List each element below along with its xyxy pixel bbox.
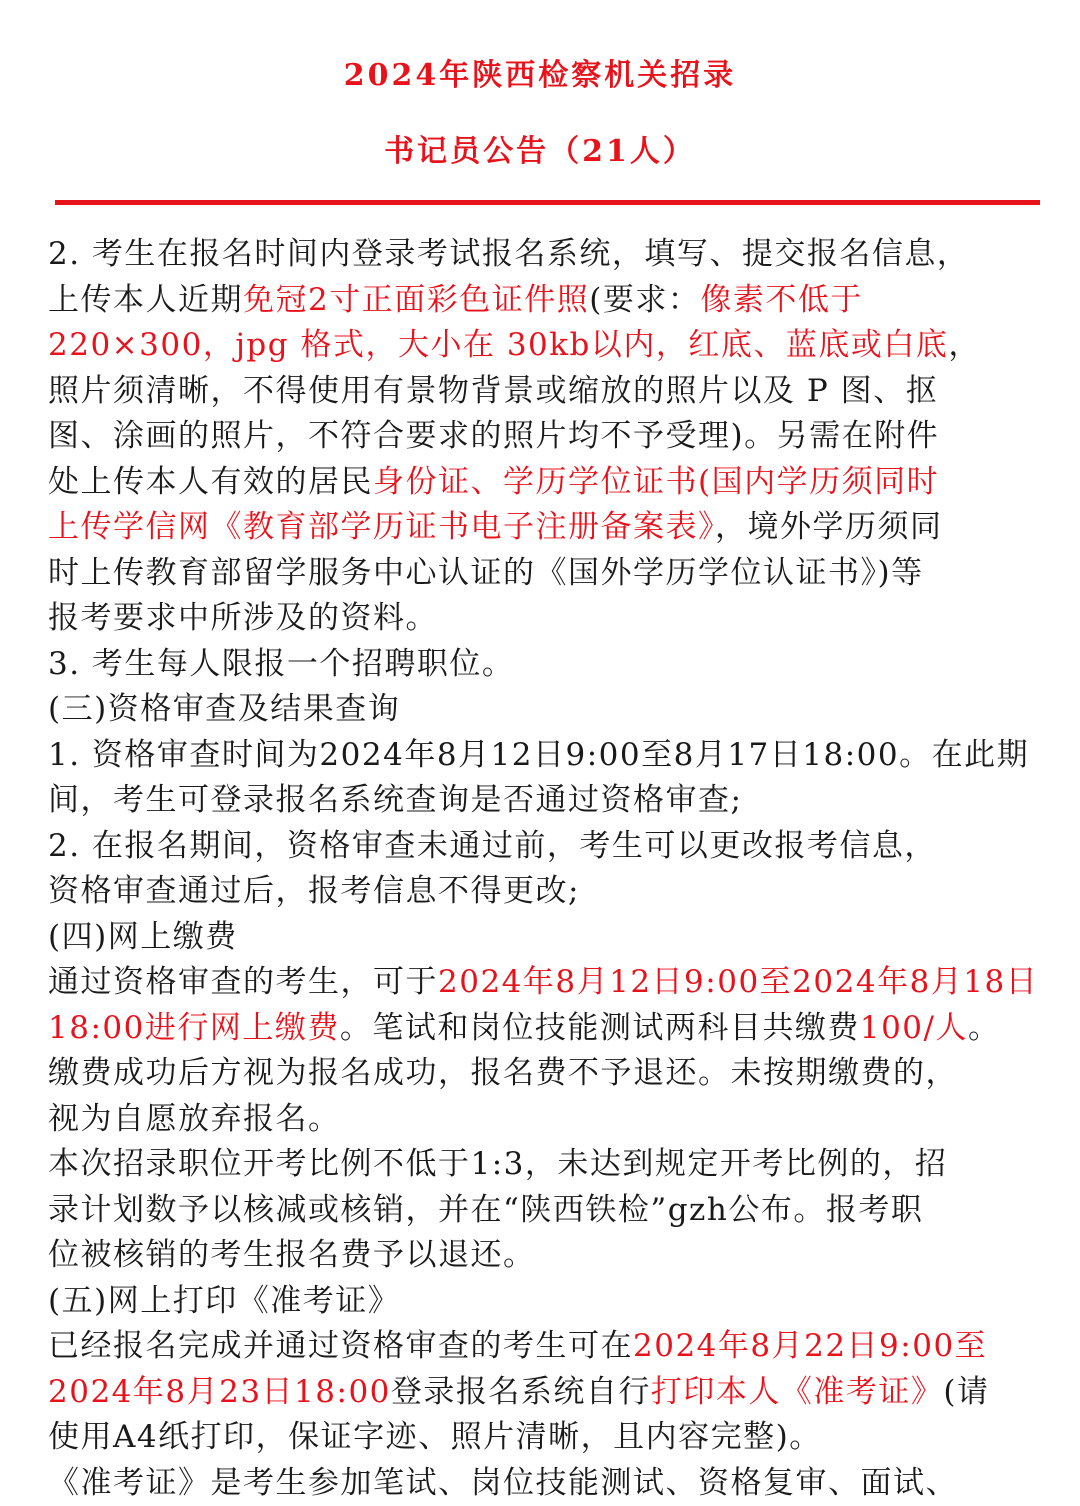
paragraph-line xyxy=(48,1324,1048,1370)
paragraph-line xyxy=(48,642,1048,688)
paragraph-line xyxy=(48,1188,1048,1234)
text-segment: (请 xyxy=(943,1374,989,1410)
text-segment: 照片须清晰，不得使用有景物背景或缩放的照片以及 P 图、抠 xyxy=(48,373,938,409)
text-segment: 时上传教育部留学服务中心认证的《国外学历学位认证书》)等 xyxy=(48,555,924,591)
highlight-text: 免冠2寸正面彩色证件照 xyxy=(243,282,589,318)
paragraph-line xyxy=(48,1097,1048,1143)
text-segment: (要求： xyxy=(589,282,700,318)
text-segment: 2. 在报名期间，资格审查未通过前，考生可以更改报考信息， xyxy=(48,828,937,864)
text-segment: 通过资格审查的考生，可于 xyxy=(48,964,438,1000)
title-divider xyxy=(55,200,1040,205)
highlight-text: 身份证、学历学位证书(国内学历须同时 xyxy=(373,464,939,500)
paragraph-line xyxy=(48,1006,1048,1052)
text-segment: 视为自愿放弃报名。 xyxy=(48,1101,341,1137)
paragraph-line xyxy=(48,1370,1048,1416)
paragraph-line xyxy=(48,369,1048,415)
text-segment: 上传本人近期 xyxy=(48,282,243,318)
paragraph-line xyxy=(48,414,1048,460)
highlight-text: 打印本人《准考证》 xyxy=(651,1374,944,1410)
text-segment: 报考要求中所涉及的资料。 xyxy=(48,600,438,636)
paragraph-line xyxy=(48,869,1048,915)
paragraph-line xyxy=(48,778,1048,824)
section-heading xyxy=(48,915,1048,961)
text-segment: (五)网上打印《准考证》 xyxy=(48,1283,400,1319)
announcement-body xyxy=(48,232,1048,1506)
text-segment: ， xyxy=(948,327,981,363)
paragraph-line xyxy=(48,960,1048,1006)
text-segment: 使用A4纸打印，保证字迹、照片清晰，且内容完整)。 xyxy=(48,1419,822,1455)
paragraph-line xyxy=(48,1415,1048,1461)
announcement-title xyxy=(0,38,1080,190)
paragraph-line xyxy=(48,1142,1048,1188)
paragraph-line xyxy=(48,596,1048,642)
text-segment: 资格审查通过后，报考信息不得更改; xyxy=(48,873,580,909)
text-segment: 1. 资格审查时间为2024年8月12日9:00至8月17日18:00。在此期 xyxy=(48,737,1029,773)
title-line-1: 2024年陕西检察机关招录 xyxy=(0,38,1080,114)
paragraph-line xyxy=(48,1233,1048,1279)
text-segment: 本次招录职位开考比例不低于1:3，未达到规定开考比例的，招 xyxy=(48,1146,947,1182)
text-segment: 缴费成功后方视为报名成功，报名费不予退还。未按期缴费的， xyxy=(48,1055,958,1091)
paragraph-line xyxy=(48,505,1048,551)
highlight-text: 像素不低于 xyxy=(700,282,863,318)
highlight-text: 100/人 xyxy=(860,1010,968,1046)
text-segment: 。 xyxy=(968,1010,1001,1046)
text-segment: 。笔试和岗位技能测试两科目共缴费 xyxy=(340,1010,860,1046)
paragraph-line xyxy=(48,278,1048,324)
text-segment: 已经报名完成并通过资格审查的考生可在 xyxy=(48,1328,633,1364)
text-segment: 间，考生可登录报名系统查询是否通过资格审查; xyxy=(48,782,742,818)
text-segment: 登录报名系统自行 xyxy=(391,1374,651,1410)
highlight-text: 18:00进行网上缴费 xyxy=(48,1010,340,1046)
section-heading xyxy=(48,1279,1048,1325)
title-line-2: 书记员公告（21人） xyxy=(0,114,1080,190)
text-segment: 位被核销的考生报名费予以退还。 xyxy=(48,1237,536,1273)
highlight-text: 2024年8月23日18:00 xyxy=(48,1374,391,1410)
paragraph-line xyxy=(48,551,1048,597)
paragraph-line xyxy=(48,232,1048,278)
highlight-text: 上传学信网《教育部学历证书电子注册备案表》 xyxy=(48,509,715,545)
text-segment: 3. 考生每人限报一个招聘职位。 xyxy=(48,646,514,682)
text-segment: 处上传本人有效的居民 xyxy=(48,464,373,500)
text-segment: (三)资格审查及结果查询 xyxy=(48,691,400,727)
text-segment: 2. 考生在报名时间内登录考试报名系统，填写、提交报名信息， xyxy=(48,236,969,272)
text-segment: 图、涂画的照片，不符合要求的照片均不予受理)。另需在附件 xyxy=(48,418,939,454)
paragraph-line xyxy=(48,323,1048,369)
text-segment: 录计划数予以核减或核销，并在“陕西铁检”gzh公布。报考职 xyxy=(48,1192,923,1228)
highlight-text: 220×300，jpg 格式，大小在 30kb以内，红底、蓝底或白底 xyxy=(48,327,948,363)
paragraph-line xyxy=(48,1461,1048,1506)
highlight-text: 2024年8月12日9:00至2024年8月18日 xyxy=(438,964,1038,1000)
paragraph-line xyxy=(48,1051,1048,1097)
text-segment: 《准考证》是考生参加笔试、岗位技能测试、资格复审、面试、 xyxy=(48,1465,958,1501)
highlight-text: 2024年8月22日9:00至 xyxy=(633,1328,987,1364)
paragraph-line xyxy=(48,824,1048,870)
paragraph-line xyxy=(48,460,1048,506)
text-segment: (四)网上缴费 xyxy=(48,919,238,955)
paragraph-line xyxy=(48,733,1048,779)
text-segment: ，境外学历须同 xyxy=(715,509,943,545)
section-heading xyxy=(48,687,1048,733)
